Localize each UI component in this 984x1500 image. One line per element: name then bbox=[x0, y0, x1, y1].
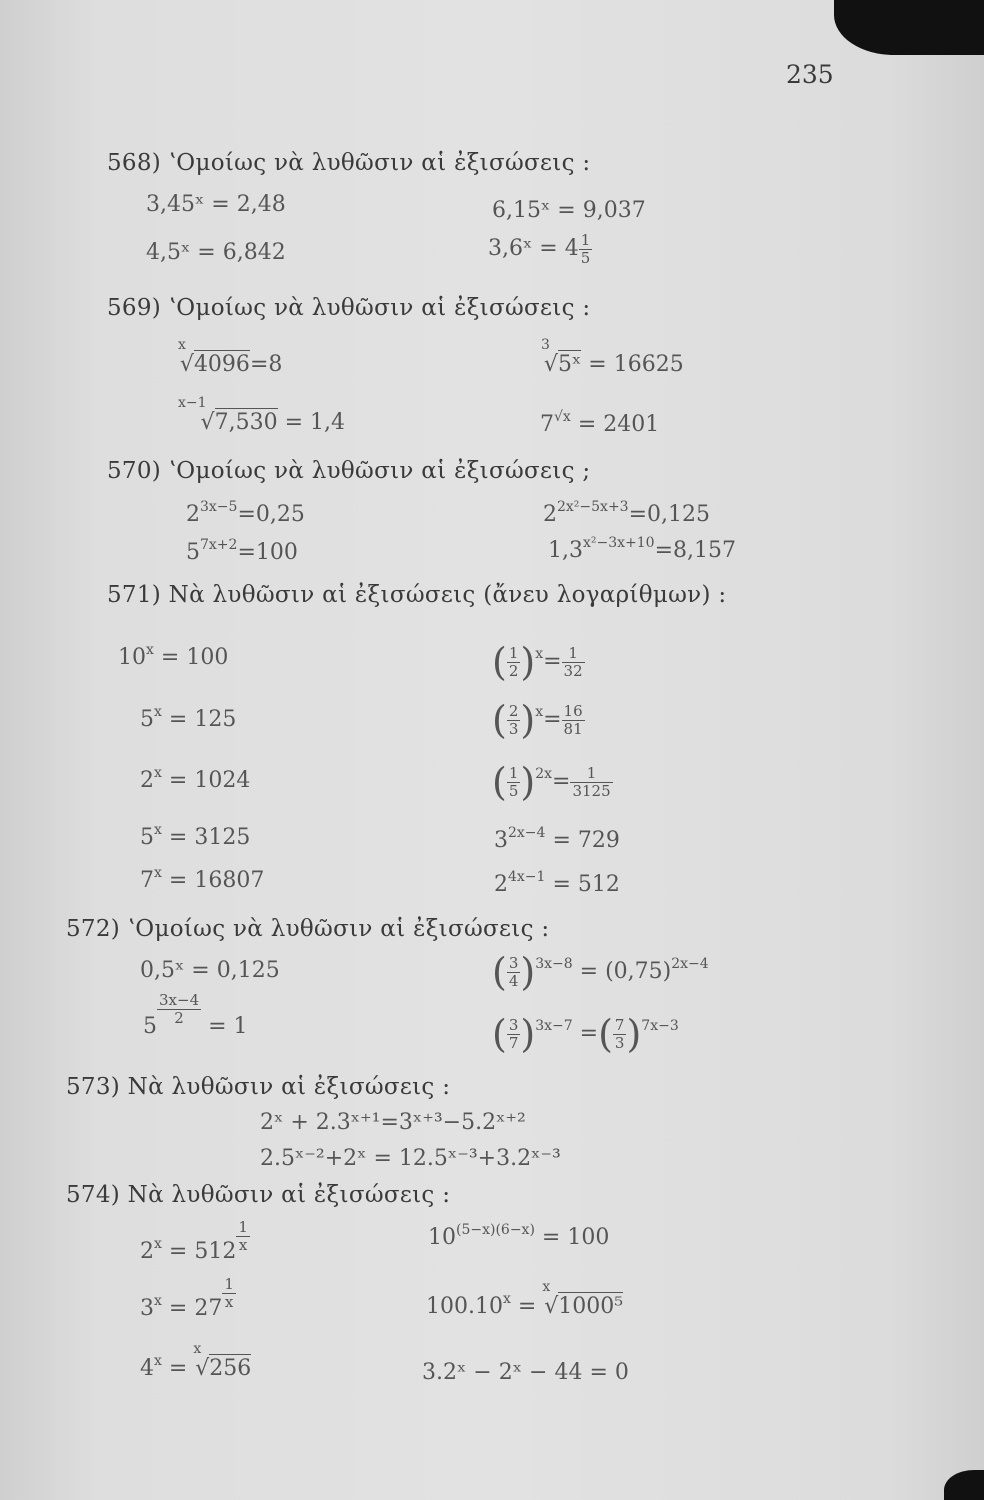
rhs: =8 bbox=[249, 352, 283, 377]
eq-572-2 bbox=[492, 950, 709, 994]
base: 10 bbox=[428, 1225, 456, 1250]
root-index: x−1 bbox=[178, 395, 207, 411]
base: 7 bbox=[540, 412, 554, 437]
eq-568-1: 3,45ˣ = 2,48 bbox=[146, 192, 286, 217]
fraction bbox=[613, 1017, 627, 1051]
eq-571-left-4 bbox=[140, 822, 251, 850]
eq-573-2: 2.5ˣ⁻²+2ˣ = 12.5ˣ⁻³+3.2ˣ⁻³ bbox=[260, 1146, 561, 1171]
exponent: 2x−4 bbox=[508, 825, 546, 841]
eq-570-2 bbox=[543, 499, 711, 527]
exponent: 4x−1 bbox=[508, 869, 546, 885]
base: 2 bbox=[494, 872, 508, 897]
rhs: = 16625 bbox=[588, 352, 684, 377]
base: 2 bbox=[140, 768, 154, 793]
rhs: = 729 bbox=[552, 828, 620, 853]
exponent: x bbox=[535, 646, 544, 662]
fraction-numerator: 16 bbox=[563, 702, 583, 720]
exponent: x bbox=[154, 704, 162, 720]
fraction bbox=[507, 955, 521, 989]
eq-568-3: 4,5ˣ = 6,842 bbox=[146, 240, 286, 265]
rhs: = 1024 bbox=[168, 768, 251, 793]
fraction-denominator: x bbox=[224, 1292, 234, 1311]
eq-569-4 bbox=[540, 409, 660, 437]
fraction-numerator: 1 bbox=[238, 1218, 248, 1236]
eq-574-right-2: 100.10$^x$ =$^x$√1000⁵ bbox=[426, 1279, 624, 1319]
base: 2 bbox=[543, 502, 557, 527]
exponent: x bbox=[154, 765, 162, 781]
right-paren: ) bbox=[520, 950, 536, 994]
eq-574-left-2 bbox=[140, 1275, 236, 1326]
eq-570-4 bbox=[548, 535, 737, 563]
eq-573-1: 2ˣ + 2.3ˣ⁺¹=3ˣ⁺³−5.2ˣ⁺² bbox=[260, 1110, 526, 1135]
left-paren: ( bbox=[598, 1012, 613, 1056]
left-paren: ( bbox=[492, 640, 507, 684]
fraction-denominator: 2 bbox=[508, 661, 519, 680]
eq-571-right-1: ( $\frac{1}{2}$ )$^x$= $\frac{1}{32}$ bbox=[492, 640, 583, 684]
exponent: x bbox=[154, 1236, 162, 1252]
fraction-denominator: 3125 bbox=[572, 781, 611, 800]
eq-569-1: $^x$√4096=8 bbox=[178, 337, 283, 377]
fraction-denominator: 4 bbox=[508, 971, 519, 990]
fraction-numerator: 3 bbox=[508, 1016, 519, 1034]
rhs: = 512 bbox=[552, 872, 620, 897]
exponent: 3x−8 bbox=[535, 956, 573, 972]
radicand: 4096 bbox=[193, 352, 250, 377]
fraction-denominator: 3 bbox=[508, 719, 519, 738]
equals: = bbox=[168, 1356, 188, 1381]
exponent: 7x+2 bbox=[200, 537, 238, 553]
exponent: x bbox=[154, 1293, 162, 1309]
rhs: = 100 bbox=[160, 645, 229, 670]
left-paren: ( bbox=[492, 950, 507, 994]
eq-569-2: $^3$√5ˣ = 16625 bbox=[541, 337, 684, 377]
rhs: = (0,75) bbox=[579, 959, 672, 984]
exponent: x bbox=[154, 1353, 162, 1369]
exponent-fraction bbox=[157, 992, 201, 1026]
exponent: x bbox=[535, 704, 544, 720]
fraction bbox=[507, 765, 521, 799]
exponent: x bbox=[502, 1291, 511, 1307]
exercise-573-heading: 573) Νὰ λυθῶσιν αἱ ἐξισώσεις : bbox=[66, 1074, 451, 1100]
torn-corner-top bbox=[834, 0, 984, 55]
exponent: 2x−4 bbox=[671, 956, 709, 972]
root-index: 3 bbox=[541, 337, 550, 353]
exercise-569-heading: 569) ʽΟμοίως νὰ λυθῶσιν αἱ ἐξισώσεις : bbox=[107, 295, 591, 321]
eq-571-left-2 bbox=[140, 704, 237, 732]
exponent: √x bbox=[554, 409, 571, 425]
fraction-denominator: 32 bbox=[563, 661, 583, 680]
right-paren: ) bbox=[520, 760, 536, 804]
rhs: = 100 bbox=[541, 1225, 610, 1250]
fraction-numerator: 7 bbox=[614, 1016, 625, 1034]
eq-568-4 bbox=[488, 232, 592, 266]
root-index: x bbox=[178, 337, 186, 353]
eq-574-left-3: 4$^x$ =$^x$√256 bbox=[140, 1341, 252, 1381]
fraction-denominator: 81 bbox=[563, 719, 583, 738]
eq-572-4 bbox=[492, 1012, 679, 1056]
root-index: x bbox=[542, 1279, 551, 1295]
fraction bbox=[562, 703, 585, 737]
rhs: = 1,4 bbox=[284, 410, 345, 435]
exponent: 3x−5 bbox=[200, 499, 238, 515]
eq-571-right-4 bbox=[494, 825, 620, 853]
fraction-numerator: 1 bbox=[562, 645, 585, 663]
eq-571-right-2: ( $\frac{2}{3}$ )$^x$= $\frac{16}{81}$ bbox=[492, 698, 583, 742]
base: 5 bbox=[140, 707, 154, 732]
radicand: 256 bbox=[209, 1356, 252, 1381]
fraction-numerator: 1 bbox=[224, 1275, 234, 1293]
eq-571-right-3: ( $\frac{1}{5}$ )$^{2x}$= $\frac{1}{3125}$ bbox=[492, 760, 611, 804]
rhs: =0,125 bbox=[628, 502, 711, 527]
left-paren: ( bbox=[492, 1012, 507, 1056]
fraction-numerator: 1 bbox=[570, 765, 612, 783]
equals: = bbox=[579, 1021, 599, 1046]
base: 3 bbox=[140, 1296, 154, 1321]
rhs: = 512 bbox=[168, 1239, 237, 1264]
fraction bbox=[507, 645, 521, 679]
lhs: 100.10 bbox=[426, 1294, 503, 1319]
exponent: x²−3x+10 bbox=[583, 535, 655, 551]
right-paren: ) bbox=[520, 640, 536, 684]
exercise-572-heading: 572) ʽΟμοίως νὰ λυθῶσιν αἱ ἐξισώσεις : bbox=[66, 916, 550, 942]
base: 5 bbox=[140, 825, 154, 850]
exercise-574-heading: 574) Νὰ λυθῶσιν αἱ ἐξισώσεις : bbox=[66, 1182, 451, 1208]
rhs: = 2401 bbox=[577, 412, 660, 437]
rhs: =8,157 bbox=[654, 538, 737, 563]
rhs: = 1 bbox=[208, 1014, 248, 1039]
exponent: 2x²−5x+3 bbox=[557, 499, 629, 515]
eq-570-1 bbox=[186, 499, 305, 527]
base: 10 bbox=[118, 645, 146, 670]
left-paren: ( bbox=[492, 698, 507, 742]
eq-568-2: 6,15ˣ = 9,037 bbox=[492, 198, 646, 223]
torn-corner-bottom bbox=[944, 1470, 984, 1500]
rhs: = 27 bbox=[168, 1296, 223, 1321]
fraction-denominator: 5 bbox=[508, 781, 519, 800]
base: 4 bbox=[140, 1356, 154, 1381]
right-paren: ) bbox=[520, 698, 536, 742]
exercise-571-heading: 571) Νὰ λυθῶσιν αἱ ἐξισώσεις (ἄνευ λογαρίθμων) : bbox=[107, 582, 727, 608]
page-number: 235 bbox=[786, 60, 834, 89]
rhs: =0,25 bbox=[237, 502, 305, 527]
fraction-numerator: 3 bbox=[508, 954, 519, 972]
eq-568-4-base: 3,6ˣ = 4 bbox=[488, 236, 579, 261]
exponent: (5−x)(6−x) bbox=[456, 1222, 535, 1238]
fraction-numerator: 1 bbox=[508, 764, 519, 782]
exercise-570-heading: 570) ʽΟμοίως νὰ λυθῶσιν αἱ ἐξισώσεις ; bbox=[107, 458, 591, 484]
eq-571-left-1 bbox=[118, 642, 229, 670]
fraction-denominator: 3 bbox=[614, 1033, 625, 1052]
base: 3 bbox=[494, 828, 508, 853]
fraction-denominator: 7 bbox=[508, 1033, 519, 1052]
eq-572-3 bbox=[143, 991, 248, 1044]
radicand: 5ˣ bbox=[557, 352, 582, 377]
fraction-denominator: x bbox=[238, 1235, 248, 1254]
exponent: 2x bbox=[535, 766, 553, 782]
base: 2 bbox=[186, 502, 200, 527]
eq-571-right-5 bbox=[494, 869, 620, 897]
fraction-denominator: 5 bbox=[580, 248, 591, 267]
eq-574-right-1 bbox=[428, 1222, 610, 1250]
exponent: 3x−7 bbox=[535, 1018, 573, 1034]
exponent: x bbox=[146, 642, 154, 658]
fraction-numerator: 3x−4 bbox=[159, 991, 200, 1009]
mixed-fraction bbox=[579, 232, 593, 266]
eq-572-1: 0,5ˣ = 0,125 bbox=[140, 958, 280, 983]
root-index: x bbox=[193, 1341, 202, 1357]
eq-574-right-3: 3.2ˣ − 2ˣ − 44 = 0 bbox=[422, 1360, 629, 1385]
fraction-numerator: 2 bbox=[508, 702, 519, 720]
fraction-numerator: 1 bbox=[580, 231, 591, 249]
rhs: =100 bbox=[237, 540, 298, 565]
eq-571-left-5 bbox=[140, 865, 265, 893]
exponent: x bbox=[154, 822, 162, 838]
rhs: = 125 bbox=[168, 707, 237, 732]
fraction-numerator: 1 bbox=[508, 644, 519, 662]
fraction bbox=[507, 1017, 521, 1051]
exponent: x bbox=[154, 865, 162, 881]
exercise-568-heading: 568) ʽΟμοίως νὰ λυθῶσιν αἱ ἐξισώσεις : bbox=[107, 150, 591, 176]
base: 7 bbox=[140, 868, 154, 893]
fraction bbox=[562, 645, 585, 679]
exponent-fraction bbox=[222, 1276, 236, 1310]
exponent: 7x−3 bbox=[641, 1018, 679, 1034]
base: 5 bbox=[186, 540, 200, 565]
left-paren: ( bbox=[492, 760, 507, 804]
eq-574-left-1 bbox=[140, 1218, 250, 1269]
rhs: = 3125 bbox=[168, 825, 251, 850]
radicand: 1000⁵ bbox=[558, 1294, 624, 1319]
eq-570-3 bbox=[186, 537, 298, 565]
exponent-fraction bbox=[236, 1219, 250, 1253]
base: 2 bbox=[140, 1239, 154, 1264]
fraction bbox=[507, 703, 521, 737]
base: 5 bbox=[143, 1014, 157, 1039]
equals: = bbox=[517, 1294, 537, 1319]
right-paren: ) bbox=[626, 1012, 642, 1056]
fraction-denominator: 2 bbox=[174, 1008, 184, 1027]
eq-569-3: $^{x-1}$√7,530 = 1,4 bbox=[178, 395, 345, 435]
radicand: 7,530 bbox=[214, 410, 278, 435]
eq-571-left-3 bbox=[140, 765, 251, 793]
right-paren: ) bbox=[520, 1012, 536, 1056]
base: 1,3 bbox=[548, 538, 583, 563]
fraction bbox=[570, 765, 612, 799]
rhs: = 16807 bbox=[168, 868, 265, 893]
